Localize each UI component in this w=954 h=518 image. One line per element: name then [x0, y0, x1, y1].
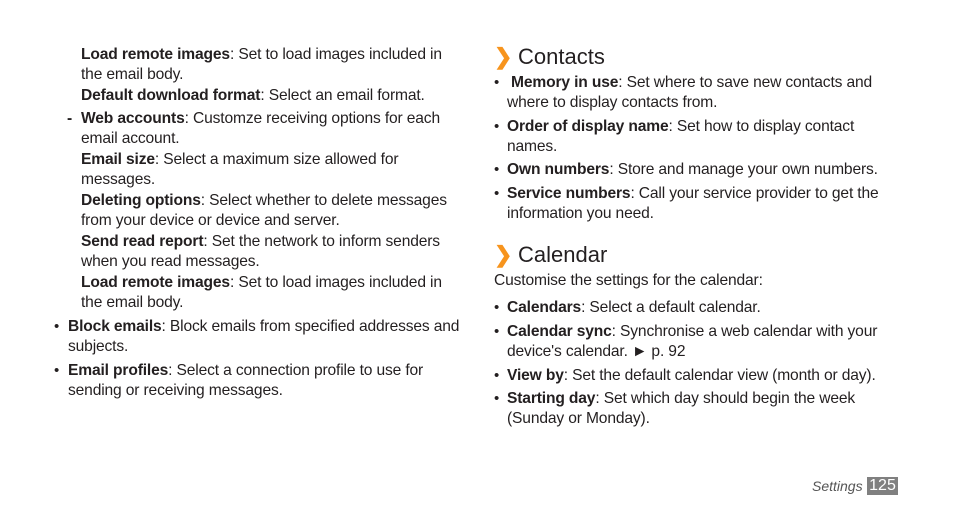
contacts-heading: Contacts — [518, 44, 605, 69]
bullet-marker: • — [494, 118, 500, 135]
item-calendar-sync: Calendar sync: Synchronise a web calendar with your — [507, 323, 878, 340]
bullet-marker: • — [494, 74, 500, 91]
item-load-remote-images-2-cont: the email body. — [81, 294, 184, 311]
calendar-heading: Calendar — [518, 242, 608, 267]
bullet-marker: • — [54, 318, 60, 335]
bullet-marker: • — [494, 390, 500, 407]
item-send-read-report: Send read report: Set the network to inform senders — [81, 233, 440, 250]
dash-marker: - — [67, 110, 73, 127]
item-default-download-format: Default download format: Select an email format. — [81, 87, 425, 104]
item-deleting-options: Deleting options: Select whether to delete messages — [81, 192, 447, 209]
bullet-marker: • — [494, 299, 500, 316]
item-calendar-sync-cont: device's calendar. ► p. 92 — [507, 343, 686, 360]
footer-section-label: Settings — [812, 478, 863, 494]
item-service-numbers-cont: information you need. — [507, 205, 654, 222]
item-email-profiles: Email profiles: Select a connection profile to use for — [68, 362, 424, 379]
item-order-of-display-name-cont: names. — [507, 138, 558, 155]
chevron-right-icon: ❯ — [494, 242, 513, 267]
item-block-emails: Block emails: Block emails from specified addresses and — [68, 318, 460, 335]
item-deleting-options-cont: from your device or device and server. — [81, 212, 340, 229]
bullet-marker: • — [494, 323, 500, 340]
item-email-size: Email size: Select a maximum size allowed for — [81, 151, 399, 168]
bullet-marker: • — [494, 185, 500, 202]
item-own-numbers: Own numbers: Store and manage your own numbers. — [507, 161, 878, 178]
item-memory-in-use: Memory in use: Set where to save new contacts and — [511, 74, 873, 91]
bullet-marker: • — [494, 161, 500, 178]
bullet-marker: • — [494, 367, 500, 384]
item-email-size-cont: messages. — [81, 171, 156, 188]
item-web-accounts-cont: email account. — [81, 130, 180, 147]
item-starting-day-cont: (Sunday or Monday). — [507, 410, 650, 427]
item-send-read-report-cont: when you read messages. — [81, 253, 260, 270]
item-view-by: View by: Set the default calendar view (month or day). — [507, 367, 876, 384]
chevron-right-icon: ❯ — [494, 44, 513, 69]
bullet-marker: • — [54, 362, 60, 379]
item-load-remote-images-1: Load remote images: Set to load images included in — [81, 46, 442, 63]
item-memory-in-use-cont: where to display contacts from. — [507, 94, 718, 111]
item-service-numbers: Service numbers: Call your service provider to get the — [507, 185, 879, 202]
item-block-emails-cont: subjects. — [68, 338, 129, 355]
item-calendars: Calendars: Select a default calendar. — [507, 299, 761, 316]
item-load-remote-images-1-cont: the email body. — [81, 66, 184, 83]
item-email-profiles-cont: sending or receiving messages. — [68, 382, 283, 399]
page-number: 125 — [867, 477, 898, 495]
item-web-accounts: Web accounts: Customze receiving options for each — [81, 110, 440, 127]
calendar-intro: Customise the settings for the calendar: — [494, 272, 763, 289]
item-starting-day: Starting day: Set which day should begin the week — [507, 390, 856, 407]
item-order-of-display-name: Order of display name: Set how to display contact — [507, 118, 855, 135]
item-load-remote-images-2: Load remote images: Set to load images included in — [81, 274, 442, 291]
